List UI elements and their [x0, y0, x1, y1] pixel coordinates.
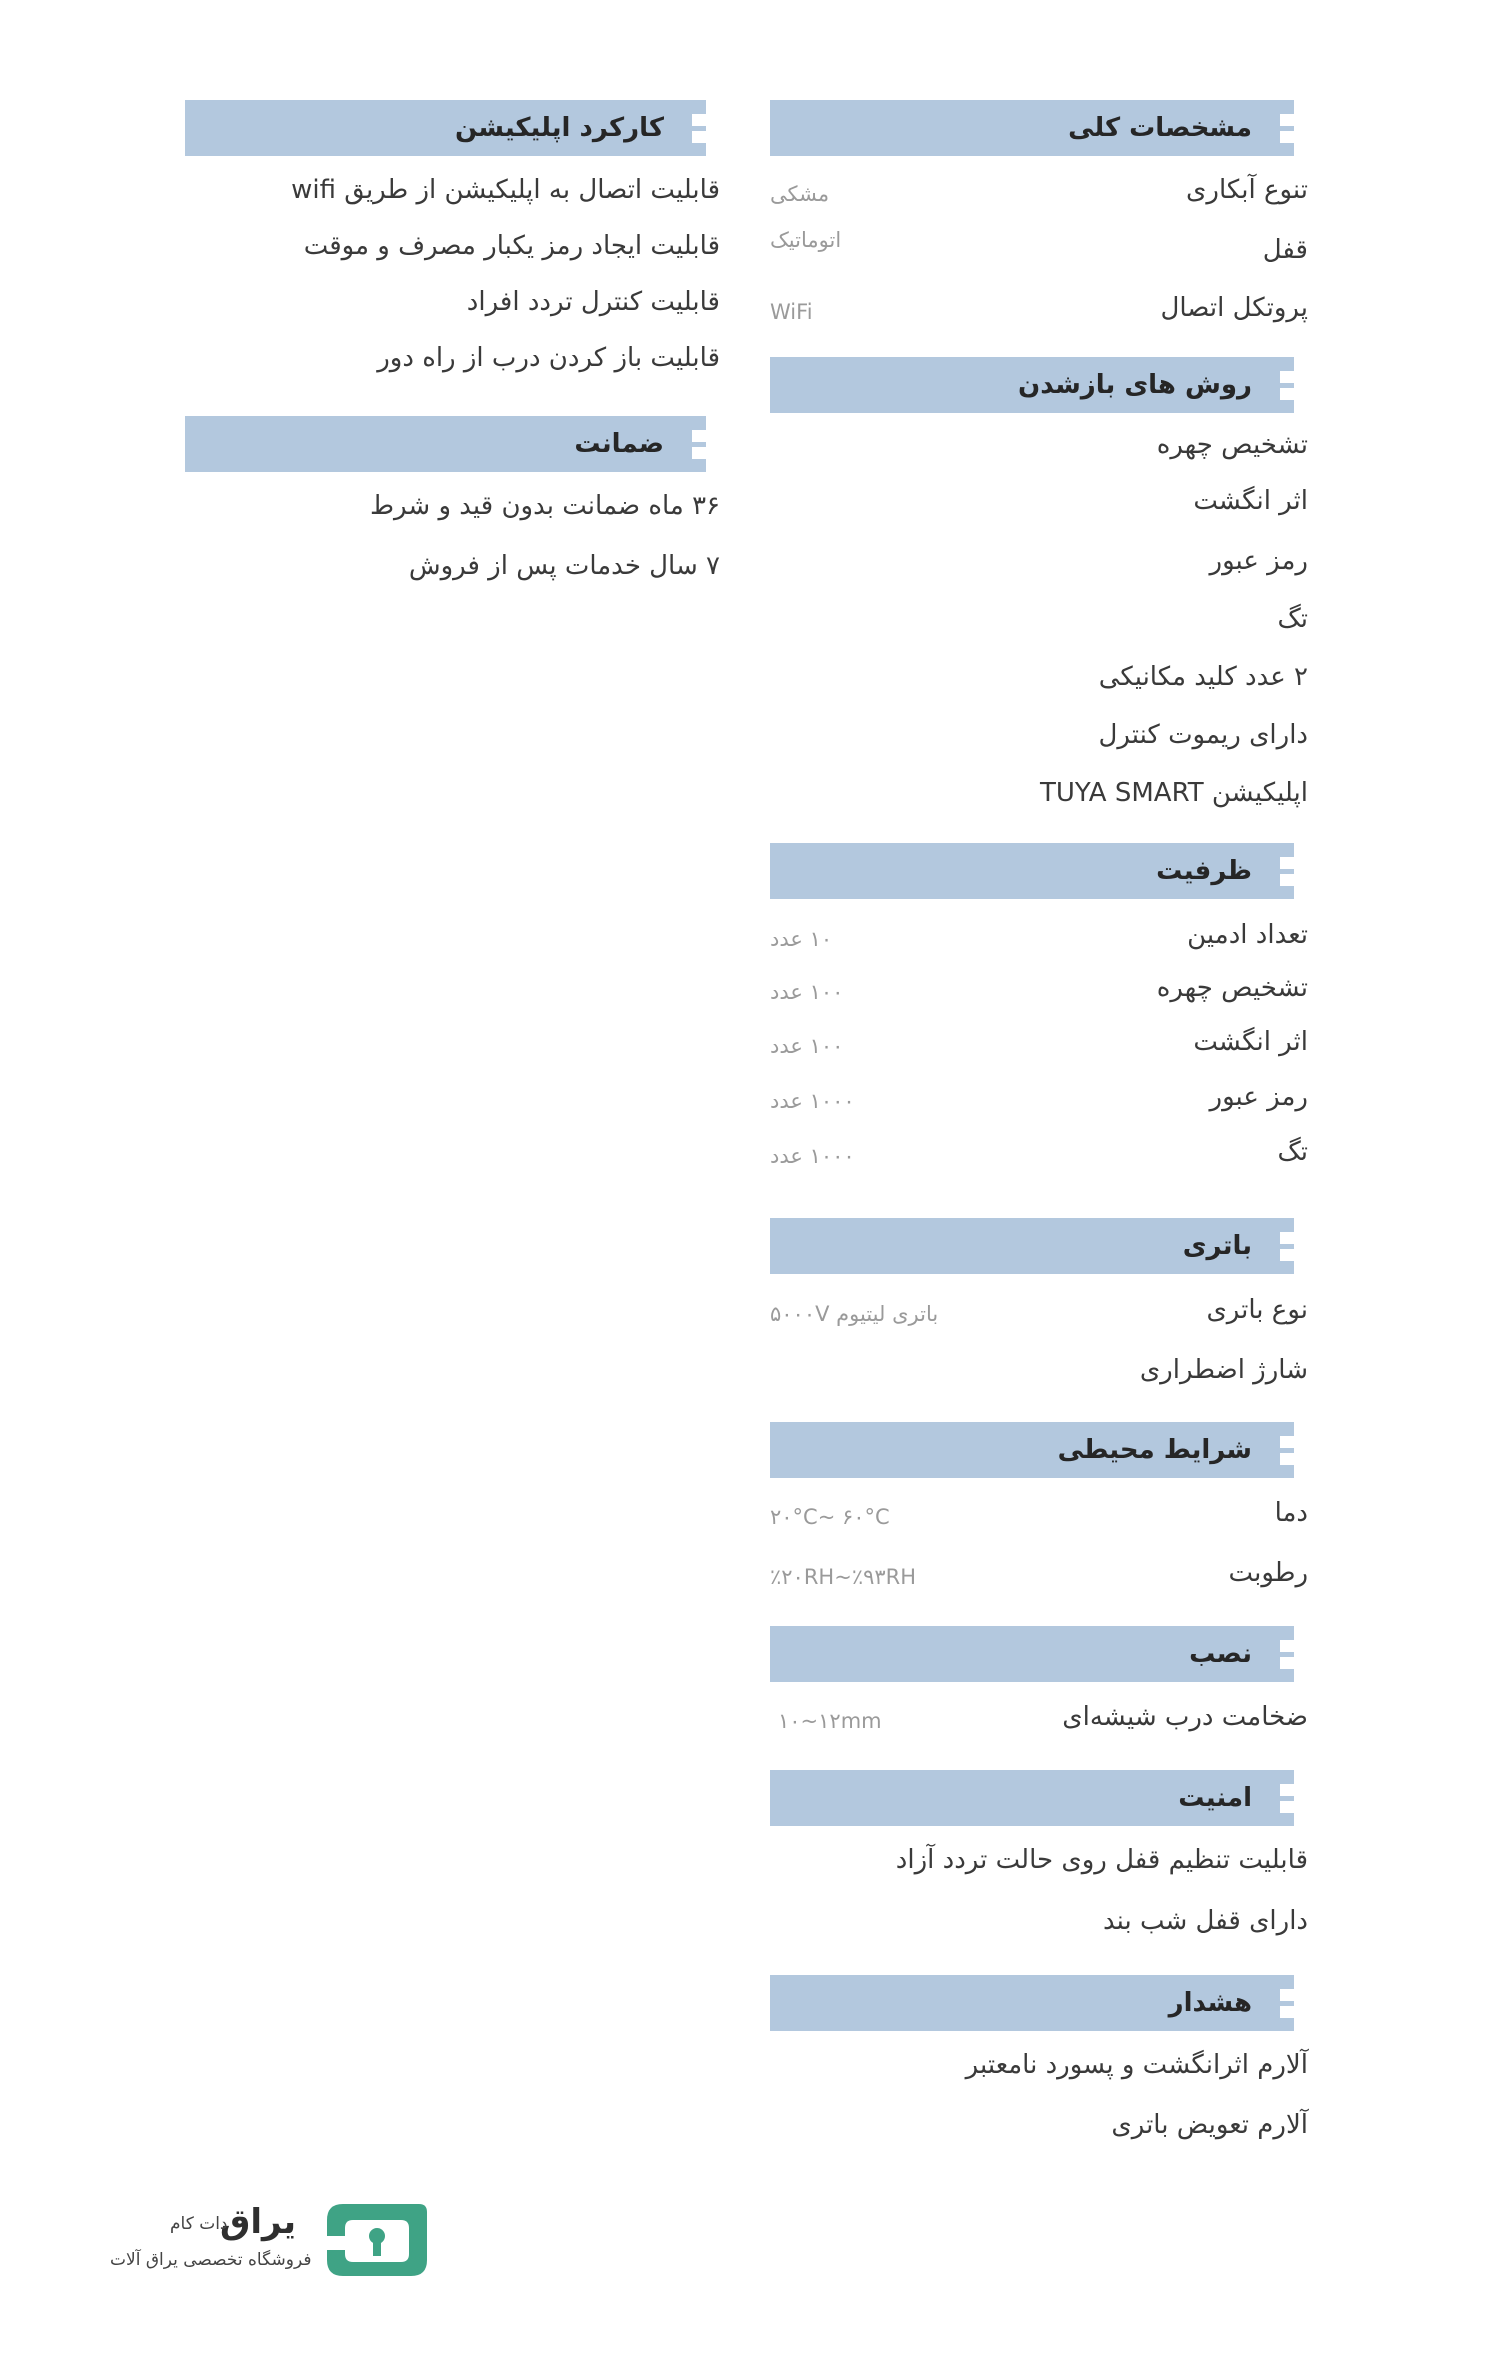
header-decoration-icon	[1266, 1975, 1308, 2031]
section-header-warranty	[185, 416, 720, 472]
list-item: تگ	[1277, 604, 1308, 634]
header-decoration-icon	[1266, 100, 1308, 156]
list-item: آلارم اثرانگشت و پسورد نامعتبر	[965, 2050, 1308, 2080]
list-item: قابلیت اتصال به اپلیکیشن از طریق wifi	[291, 175, 720, 205]
list-item: ۲ عدد کلید مکانیکی	[1098, 662, 1308, 692]
brand-tagline: فروشگاه تخصصی یراق آلات	[110, 2250, 312, 2270]
yaragh-logo-icon	[323, 2200, 431, 2280]
header-decoration-icon	[678, 416, 720, 472]
section-header-security	[770, 1770, 1308, 1826]
header-decoration-icon	[1266, 843, 1308, 899]
list-item: رمز عبور	[1209, 546, 1308, 576]
section-header-installation	[770, 1626, 1308, 1682]
section-title: نصب	[1189, 1639, 1252, 1669]
spec-row: ضخامت درب شیشه‌ای ۱۰~۱۲mm	[778, 1702, 1308, 1733]
spec-row: تعداد ادمین ۱۰ عدد	[770, 920, 1308, 951]
spec-row: تشخیص چهره ۱۰۰ عدد	[770, 973, 1308, 1004]
section-header-battery	[770, 1218, 1308, 1274]
section-header-capacity	[770, 843, 1308, 899]
list-item: اپلیکیشن TUYA SMART	[1040, 778, 1308, 808]
spec-row: شارژ اضطراری	[1139, 1355, 1308, 1385]
list-item: قابلیت باز کردن درب از راه دور	[377, 343, 720, 373]
section-header-alarm	[770, 1975, 1308, 2031]
section-title: هشدار	[1168, 1988, 1252, 2018]
brand-logo	[110, 2200, 430, 2280]
list-item: دارای قفل شب بند	[1102, 1906, 1308, 1936]
section-header-general	[770, 100, 1308, 156]
section-title: امنیت	[1178, 1783, 1252, 1813]
list-item: اثر انگشت	[1193, 486, 1308, 516]
section-title: روش های بازشدن	[1018, 370, 1252, 400]
header-decoration-icon	[678, 100, 720, 156]
list-item: دارای ریموت کنترل	[1098, 720, 1308, 750]
brand-name: یراق	[220, 2202, 296, 2242]
spec-row: نوع باتری باتری لیتیوم ۵۰۰۰V	[770, 1295, 1308, 1326]
header-decoration-icon	[1266, 1626, 1308, 1682]
section-title: ضمانت	[574, 429, 664, 459]
header-decoration-icon	[1266, 357, 1308, 413]
list-item: قابلیت کنترل تردد افراد	[466, 287, 720, 317]
section-header-app	[185, 100, 720, 156]
header-decoration-icon	[1266, 1770, 1308, 1826]
section-title: ظرفیت	[1156, 856, 1252, 886]
list-item: آلارم تعویض باتری	[1111, 2110, 1308, 2140]
list-item: قابلیت ایجاد رمز یکبار مصرف و موقت	[303, 231, 720, 261]
spec-row-plating: تنوع آبکاری مشکی	[770, 175, 1308, 206]
spec-row-protocol: پروتکل اتصال WiFi	[770, 293, 1308, 324]
spec-row: اثر انگشت ۱۰۰ عدد	[770, 1027, 1308, 1058]
section-title: شرایط محیطی	[1057, 1435, 1252, 1465]
spec-row: تگ ۱۰۰۰ عدد	[770, 1137, 1308, 1168]
brand-suffix: دات کام	[170, 2214, 228, 2234]
header-decoration-icon	[1266, 1218, 1308, 1274]
spec-row-lock: قفل اتوماتیک	[770, 228, 1308, 265]
section-header-opening	[770, 357, 1308, 413]
section-title: کارکرد اپلیکیشن	[454, 113, 664, 143]
section-title: باتری	[1182, 1231, 1252, 1261]
spec-row: رطوبت ٪۲۰RH~٪۹۳RH	[770, 1558, 1308, 1589]
section-title: مشخصات کلی	[1068, 113, 1252, 143]
spec-row: رمز عبور ۱۰۰۰ عدد	[770, 1082, 1308, 1113]
list-item: تشخیص چهره	[1156, 430, 1308, 460]
list-item: ۷ سال خدمات پس از فروش	[408, 551, 720, 581]
header-decoration-icon	[1266, 1422, 1308, 1478]
section-header-environment	[770, 1422, 1308, 1478]
list-item: قابلیت تنظیم قفل روی حالت تردد آزاد	[895, 1845, 1308, 1875]
list-item: ۳۶ ماه ضمانت بدون قید و شرط	[370, 491, 720, 521]
spec-row: دما ۲۰°C~ ۶۰°C	[770, 1498, 1308, 1529]
